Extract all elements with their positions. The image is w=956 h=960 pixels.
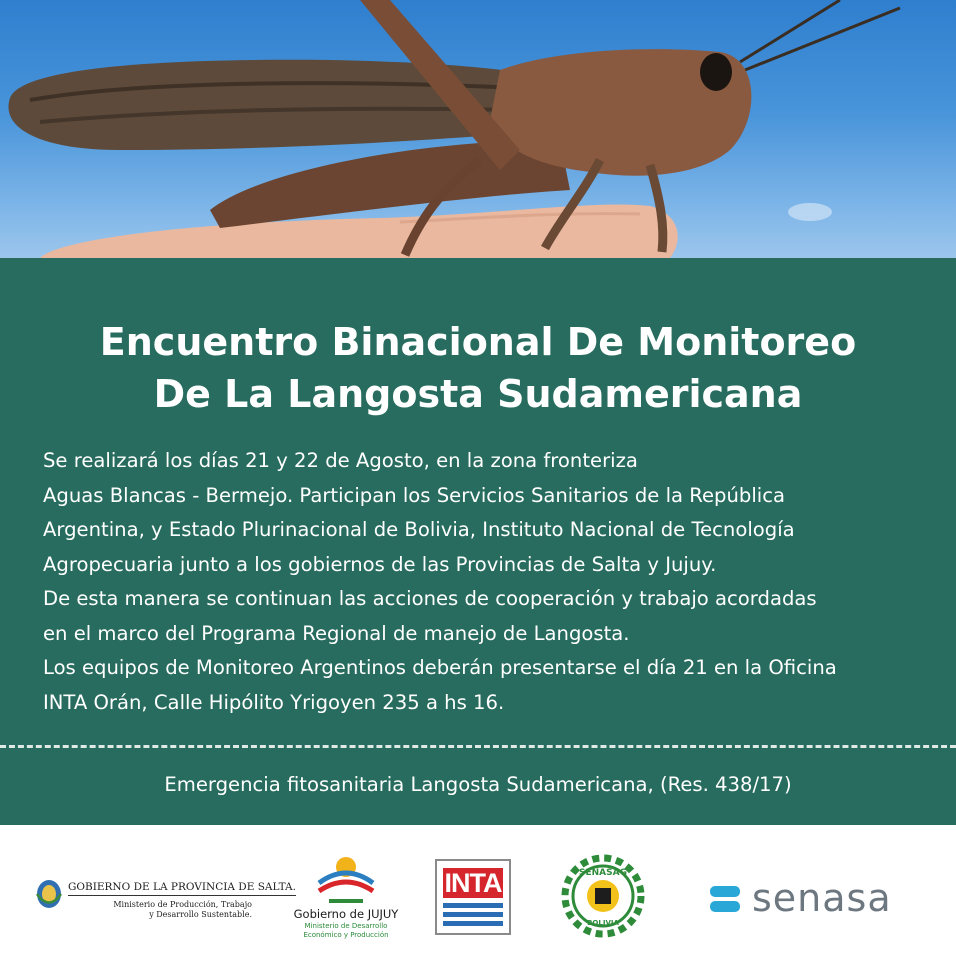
inta-stripes-icon bbox=[443, 903, 503, 927]
event-title-line-2: De La Langosta Sudamericana bbox=[153, 372, 803, 416]
salta-government-logo bbox=[34, 875, 296, 925]
dashed-divider bbox=[0, 745, 956, 748]
event-panel bbox=[0, 258, 956, 825]
event-title bbox=[0, 316, 956, 420]
senasag-top-label: SENASAG bbox=[579, 868, 627, 878]
description-line: Los equipos de Monitoreo Argentinos deberán presentarse el día 21 en la Oficina bbox=[43, 656, 837, 679]
jujuy-ministry: Ministerio de Desarrollo Económico y Producción bbox=[303, 922, 389, 939]
emergency-note: Emergencia fitosanitaria Langosta Sudamericana, (Res. 438/17) bbox=[164, 773, 792, 796]
senasa-logo bbox=[708, 876, 928, 920]
sponsor-logos bbox=[0, 825, 956, 960]
description-line: Agropecuaria junto a los gobiernos de las Provincias de Salta y Jujuy. bbox=[43, 552, 717, 576]
salta-crest-icon bbox=[34, 877, 64, 911]
header-photo bbox=[0, 0, 956, 258]
description-line: en el marco del Programa Regional de manejo de Langosta. bbox=[43, 621, 630, 645]
salta-ministry: Ministerio de Producción, Trabajo y Desarrollo Sustentable. bbox=[113, 900, 252, 919]
event-title-line-1: Encuentro Binacional De Monitoreo bbox=[99, 320, 857, 364]
description-line: Aguas Blancas - Bermejo. Participan los Servicios Sanitarios de la República bbox=[43, 483, 786, 507]
jujuy-sun-icon bbox=[307, 853, 385, 905]
inta-logo bbox=[435, 859, 511, 935]
description-line: Argentina, y Estado Plurinacional de Bolivia, Instituto Nacional de Tecnología bbox=[43, 518, 795, 541]
senasag-gear-icon bbox=[560, 853, 646, 939]
description-line: De esta manera se continuan las acciones de cooperación y trabajo acordadas bbox=[43, 587, 817, 610]
jujuy-name: Gobierno de JUJUY bbox=[293, 907, 399, 921]
description-line: Se realizará los días 21 y 22 de Agosto, en la zona fronteriza bbox=[43, 449, 638, 472]
event-description bbox=[43, 444, 943, 720]
senasag-bolivia-logo bbox=[560, 853, 646, 939]
senasa-wordmark: senasa bbox=[752, 876, 892, 920]
salta-name: GOBIERNO DE LA PROVINCIA DE SALTA. bbox=[68, 881, 296, 896]
inta-wordmark: INTA bbox=[444, 868, 502, 898]
grasshopper-photo bbox=[0, 0, 956, 258]
senasag-bottom-label: BOLIVIA bbox=[587, 919, 619, 927]
jujuy-government-logo bbox=[285, 853, 407, 943]
description-line: INTA Orán, Calle Hipólito Yrigoyen 235 a hs 16. bbox=[43, 690, 505, 714]
senasa-icon bbox=[708, 884, 742, 914]
